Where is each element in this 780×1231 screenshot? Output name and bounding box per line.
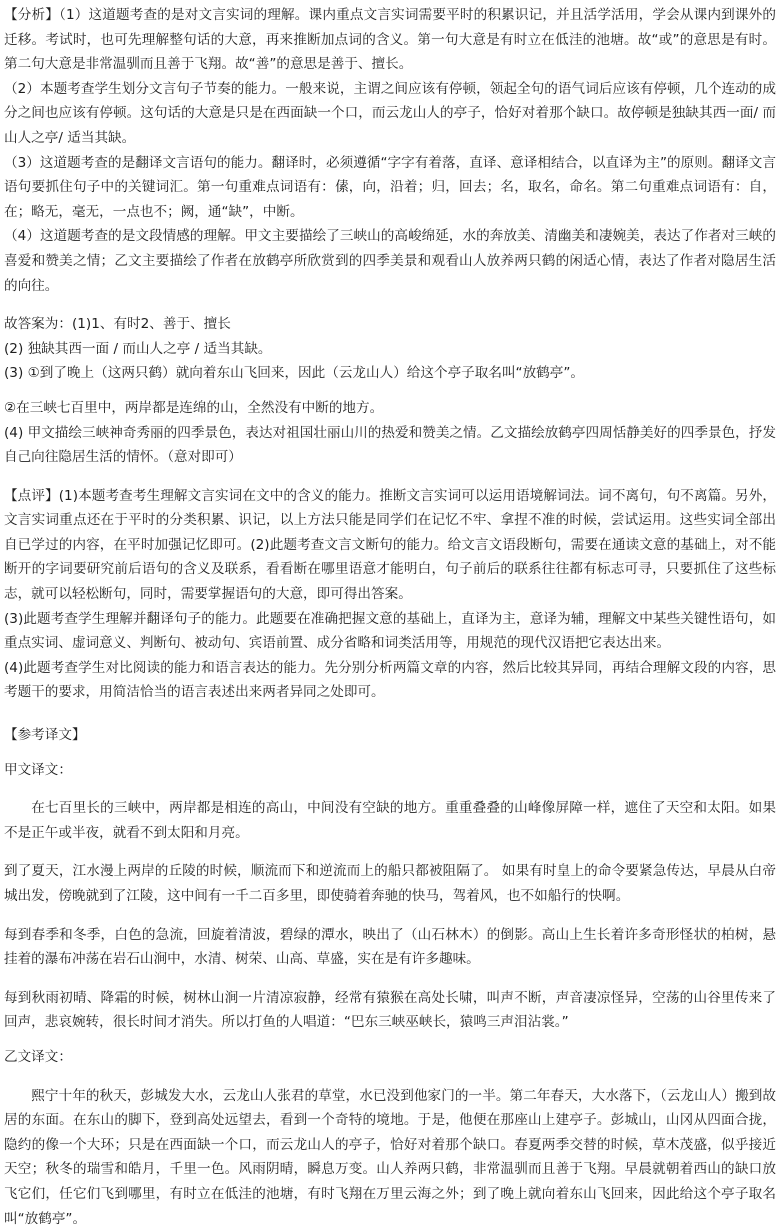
translation-jia-paragraph-1: 在七百里长的三峡中，两岸都是相连的高山，中间没有空缺的地方。重重叠叠的山峰像屏障一样，遮住了天空和太阳。如果不是正午或半夜，就看不到太阳和月亮。 [4,800,776,841]
analysis-paragraph-1: 【分析】（1）这道题考查的是对文言实词的理解。课内重点文言实词需要平时的积累识记，并且活学活用，学会从课内到课外的迁移。考试时，也可先理解整句话的大意，再来推断加点词的含义。第一句大意是有时立在低洼的池塘。故“或”的意思是有时。第二句大意是非常温驯而且善于飞翔。故“善”的意思是善于、擅长。 [4,7,776,73]
comment-paragraph-1: 【点评】(1)本题考查考生理解文言实词在文中的含义的能力。推断文言实词可以运用语境解词法。词不离句，句不离篇。另外，文言实词重点还在于平时的分类积累、识记，以上方法只能是同学们在记忆不牢、拿捏不准的时候，尝试运用。这些实词全部出自已学过的内容，在平时加强记忆即可。(2)此题考查文言文断句的能力。给文言文语段断句，需要在通读文意的基础上，对不能断开的字词要研究前后语句的含义及联系，看看断在哪里语意才能明白，句子前后的联系往往都有标志可寻，只要抓住了这些标志，就可以轻松断句，同时，需要掌握语句的大意，即可得出答案。 [4,487,776,603]
translation-jia-paragraph-4: 每到秋雨初晴、降霜的时候，树林山涧一片清凉寂静，经常有猿猴在高处长啸，叫声不断，声音凄凉怪异，空荡的山谷里传来了回声，悲哀婉转，很长时间才消失。所以打鱼的人唱道：“巴东三峡巫峡长，猿鸣三声泪沾裳。” [4,989,776,1031]
translation-jia-paragraph-3: 每到春季和冬季，白色的急流，回旋着清波，碧绿的潭水，映出了（山石林木）的倒影。高山上生长着许多奇形怪状的柏树，悬挂着的瀑布冲荡在岩石山涧中，水清、树荣、山高、草盛，实在是有许多趣味。 [4,926,776,968]
analysis-paragraph-2: （2）本题考查学生划分文言句子节奏的能力。一般来说，主谓之间应该有停顿，领起全句的语气词后应该有停顿，几个连动的成分之间也应该有停顿。这句话的大意是只是在西面缺一个口，而云龙山人的亭子，恰好对着那个缺口。故停顿是独缺其西一面/ 而山人之亭/ 适当其缺。 [4,80,776,146]
answer-3: (3) ①到了晚上（这两只鹤）就向着东山飞回来，因此（云龙山人）给这个亭子取名叫“放鹤亭”。 [4,365,585,382]
answer-3b: ②在三峡七百里中，两岸都是连绵的山，全然没有中断的地方。 [4,399,384,416]
analysis-paragraph-4: （4）这道题考查的是文段情感的理解。甲文主要描绘了三峡山的高峻绵延，水的奔放美、清幽美和凄婉美，表达了作者对三峡的喜爱和赞美之情；乙文主要描绘了作者在放鹤亭所欣赏到的四季美景和观看山人放养两只鹤的闲适心情，表达了作者对隐居生活的向往。 [4,228,776,294]
document-content [4,3,776,1231]
translation-yi-label: 乙文译文： [4,1048,72,1065]
answer-4: (4) 甲文描绘三峡神奇秀丽的四季景色，表达对祖国壮丽山川的热爱和赞美之情。乙文描绘放鹤亭四周恬静美好的四季景色，抒发自己向往隐居生活的情怀。（意对即可） [4,424,776,466]
translation-jia-label: 甲文译文： [4,761,72,778]
analysis-paragraph-3: （3）这道题考查的是翻译文言语句的能力。翻译时，必须遵循“字字有着落，直译、意译相结合，以直译为主”的原则。翻译文言语句要抓住句子中的关键词汇。第一句重难点词语有：傃，向，沿着；归，回去；名，取名，命名。第二句重难点词语有：自，在；略无，毫无，一点也不；阙，通“缺”，中断。 [4,154,776,220]
comment-paragraph-3: (3)此题考查学生理解并翻译句子的能力。此题要在准确把握文意的基础上，直译为主，意译为辅，理解文中某些关键性语句，如重点实词、虚词意义、判断句、被动句、宾语前置、成分省略和词类活用等，用规范的现代汉语把它表达出来。 [4,610,776,652]
document-page [4,3,776,1231]
translation-jia-paragraph-2: 到了夏天，江水漫上两岸的丘陵的时候，顺流而下和逆流而上的船只都被阻隔了。 如果有时皇上的命令要紧急传达，早晨从白帝城出发，傍晚就到了江陵，这中间有一千二百多里，即使骑着奔驰的快马，驾着风，也不如船行的快啊。 [4,863,776,904]
answer-2: (2) 独缺其西一面 / 而山人之亭 / 适当其缺。 [4,340,272,357]
translation-yi-paragraph-1: 熙宁十年的秋天，彭城发大水，云龙山人张君的草堂，水已没到他家门的一半。第二年春天，大水落下，（云龙山人）搬到故居的东面。在东山的脚下，登到高处远望去，看到一个奇特的境地。于是，他便在那座山上建亭子。彭城山，山冈从四面合拢，隐约的像一个大环；只是在西面缺一个口，而云龙山人的亭子，恰好对着那个缺口。春夏两季交替的时候，草木茂盛，似乎接近天空；秋冬的瑞雪和皓月，千里一色。风雨阴晴，瞬息万变。山人养两只鹤，非常温驯而且善于飞翔。早晨就朝着西山的缺口放飞它们，任它们飞到哪里，有时立在低洼的池塘，有时飞翔在万里云海之外；到了晚上就向着东山飞回来，因此给这个亭子取名叫“放鹤亭”。 [4,1087,776,1227]
answer-intro: 故答案为：(1)1、有时2、善于、擅长 [4,316,231,333]
translation-heading: 【参考译文】 [4,727,86,744]
comment-paragraph-4: (4)此题考查学生对比阅读的能力和语言表达的能力。先分别分析两篇文章的内容，然后比较其异同，再结合理解文段的内容，思考题干的要求，用简洁恰当的语言表述出来两者异同之处即可。 [4,659,776,701]
